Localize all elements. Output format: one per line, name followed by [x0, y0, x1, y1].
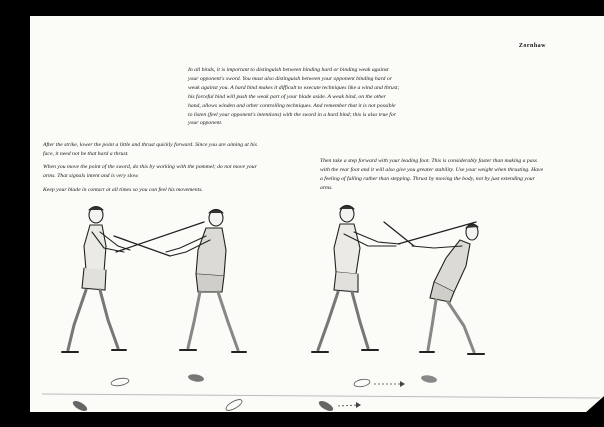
footprint-icon [224, 397, 243, 412]
ground-line [42, 394, 600, 398]
footprint-icon [188, 373, 205, 383]
footprint-icon [111, 377, 130, 387]
paragraph-binds: In all binds, it is important to distinguish between binding hard or binding weak against your opponent's sword. You must also distinguish between your opponent binding hard or weak against you. A hard bind makes it difficult to execute techniques like a wind and thrust; his forceful bind will push the weak part of your blade aside. A weak bind, on the other hand, allows winden and other controlling techniques. And remember that it is not possible to listen (feel your opponent's intentions) with the sword in a hard bind; this is also true for your opponent. [188, 67, 400, 127]
paragraph-step-forward: Then take a step forward with your leading foot. This is considerably faster than making a pass with the rear foot and it will also give you greater stability. Use your weight when thrusting. Have a feeling of falling rather than stepping. Thrust by moving the body, not by just extending your arms. [320, 158, 544, 191]
arrowhead-icon [356, 402, 361, 408]
sword-right-1 [398, 222, 476, 244]
footwork-diagram [71, 373, 437, 413]
footprint-icon [71, 399, 88, 413]
running-header: Zornhaw [518, 43, 546, 49]
paragraph-move-point: When you move the point of the sword, do this by working with the pommel; do not move your arms. That signals intent and is very slow. [43, 164, 257, 179]
paragraph-keep-contact: Keep your blade in contact at all times so you can feel his movements. [43, 187, 203, 193]
sword-right-2 [384, 222, 414, 246]
step-arrow-icon [338, 405, 358, 406]
arrowhead-icon [400, 381, 405, 387]
footprint-icon [421, 374, 438, 384]
fencer-right-2-illustration [412, 224, 484, 354]
sword-left-2 [114, 236, 170, 256]
sword-left-1 [116, 222, 204, 252]
fencer-left-1-illustration [62, 207, 130, 353]
fencer-right-1-illustration [312, 206, 400, 353]
footprint-icon [354, 378, 371, 388]
footprint-icon [317, 399, 334, 413]
paragraph-after-strike: After the strike, lower the point a little and thrust quickly forward. Since you are aiming at his face, it need not be that hard a thrust. [43, 142, 257, 157]
